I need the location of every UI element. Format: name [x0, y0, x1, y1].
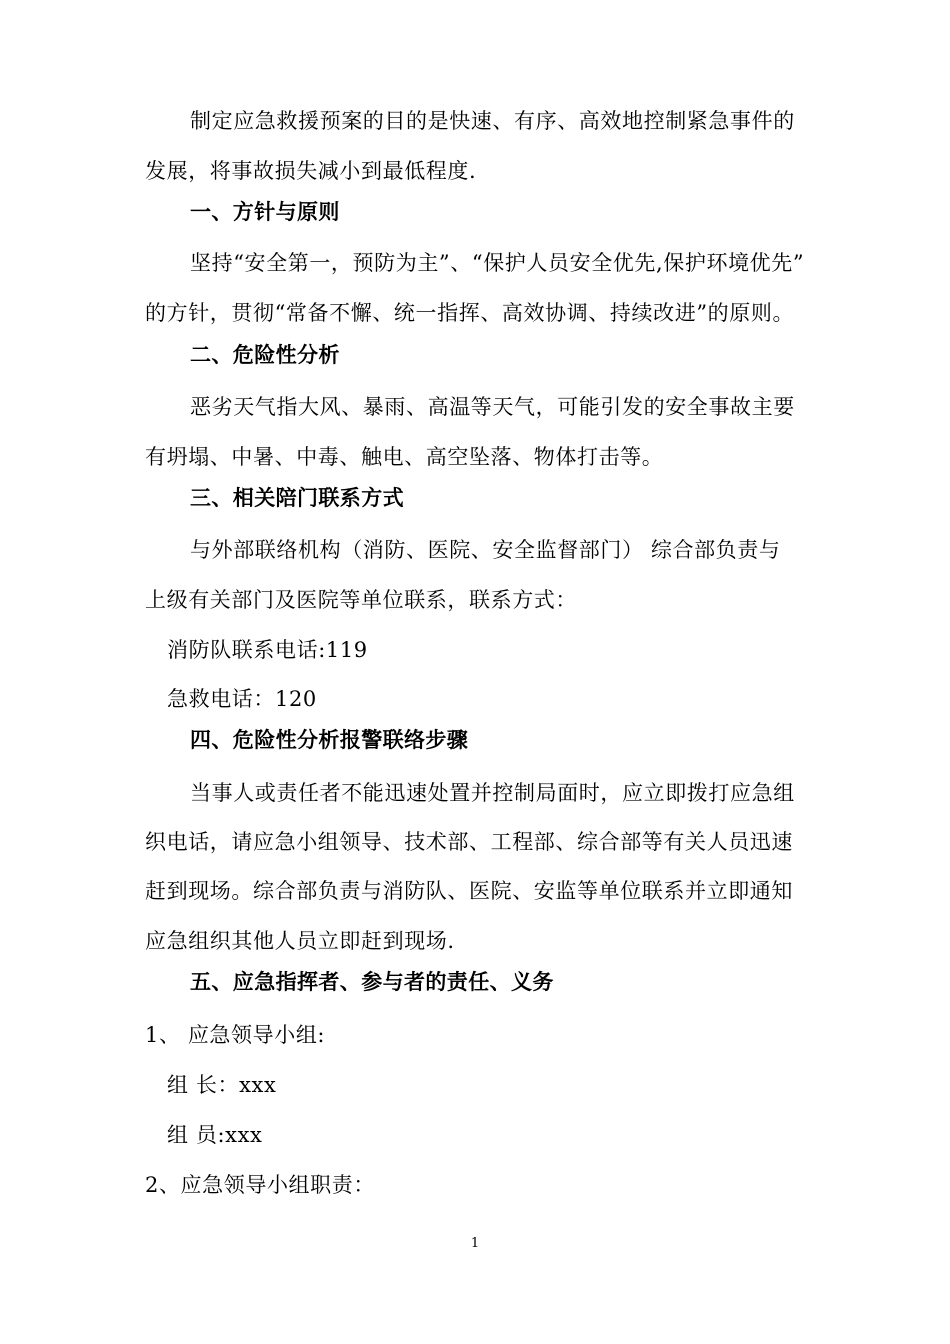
- section-heading-5: 五、应急指挥者、参与者的责任、义务: [190, 970, 554, 994]
- alarm-line-1: 当事人或责任者不能迅速处置并控制局面时，应立即拨打应急组: [190, 781, 795, 805]
- alarm-line-2: 织电话，请应急小组领导、技术部、工程部、综合部等有关人员迅速: [145, 830, 793, 854]
- hazard-line-1: 恶劣天气指大风、暴雨、高温等天气，可能引发的安全事故主要: [190, 395, 795, 419]
- team-member: 组 员:xxx: [167, 1123, 263, 1147]
- team-leader: 组 长：xxx: [167, 1073, 277, 1097]
- intro-line-2: 发展，将事故损失减小到最低程度.: [145, 159, 477, 183]
- hazard-line-2: 有坍塌、中暑、中毒、触电、高空坠落、物体打击等。: [145, 445, 664, 469]
- intro-line-1: 制定应急救援预案的目的是快速、有序、高效地控制紧急事件的: [190, 109, 795, 133]
- alarm-line-3: 赶到现场。综合部负责与消防队、医院、安监等单位联系并立即通知: [145, 879, 793, 903]
- ambulance-phone: 急救电话：120: [167, 687, 317, 711]
- contact-line-1: 与外部联络机构（消防、医院、安全监督部门） 综合部负责与: [190, 538, 781, 562]
- section-heading-3: 三、相关陪门联系方式: [190, 486, 404, 510]
- team-item-1: 1、 应急领导小组:: [145, 1023, 326, 1047]
- page-number: 1: [470, 1236, 480, 1251]
- section-heading-1: 一、方针与原则: [190, 200, 340, 224]
- contact-line-2: 上级有关部门及医院等单位联系，联系方式：: [145, 588, 577, 612]
- section-heading-2: 二、危险性分析: [190, 343, 340, 367]
- section-heading-4: 四、危险性分析报警联络步骤: [190, 728, 469, 752]
- team-item-2: 2、应急领导小组职责：: [145, 1173, 375, 1197]
- alarm-line-4: 应急组织其他人员立即赶到现场.: [145, 929, 455, 953]
- principle-line-1: 坚持“安全第一，预防为主”、“保护人员安全优先,保护环境优先”: [190, 251, 805, 275]
- fire-phone: 消防队联系电话:119: [167, 638, 368, 662]
- principle-line-2: 的方针，贯彻“常备不懈、统一指挥、高效协调、持续改进”的原则。: [145, 301, 795, 325]
